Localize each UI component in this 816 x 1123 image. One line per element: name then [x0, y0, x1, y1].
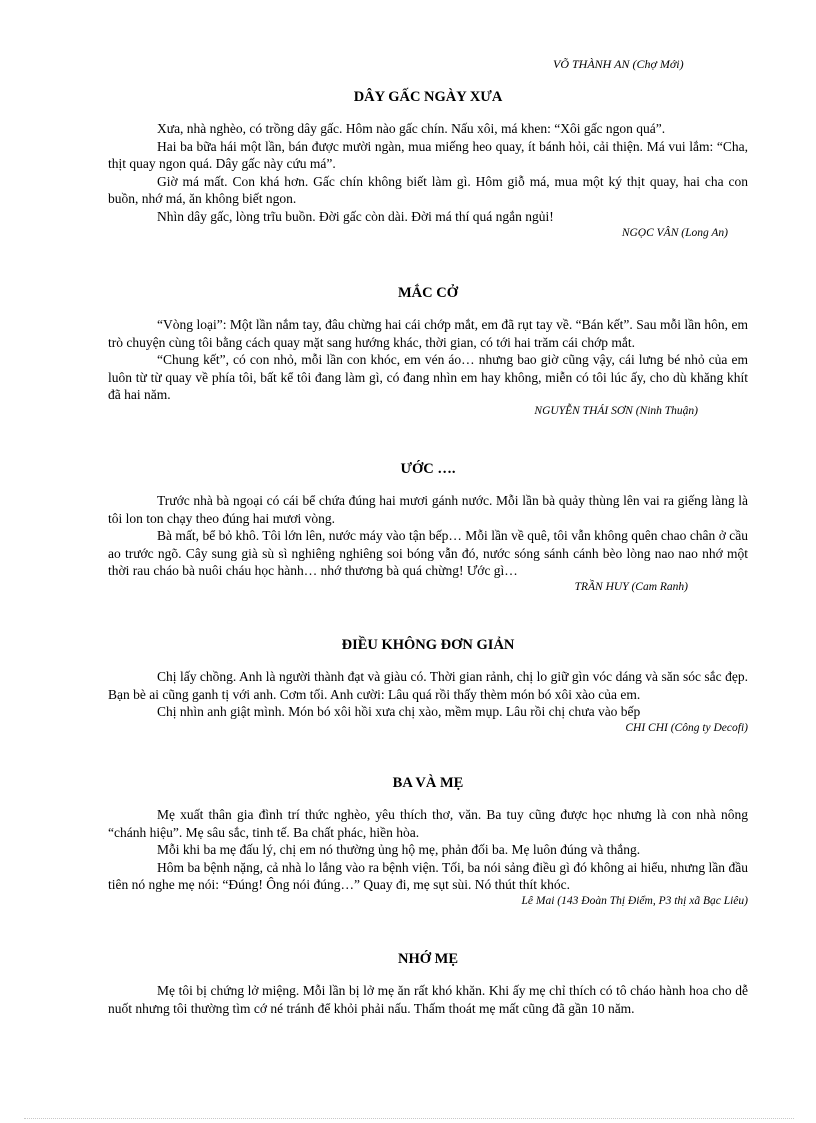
story-signature: TRẦN HUY (Cam Ranh)	[574, 580, 688, 593]
story-paragraph: “Chung kết”, có con nhỏ, mỗi lần con khóc, em vén áo… nhưng bao giờ cũng vậy, cái lưng bé nhỏ của em luôn từ từ quay về phía tôi, bất kể tôi đang làm gì, có đang nhìn em hay không, miễn có tôi lúc ấy, cho dù khăng khít đã hai năm.	[108, 352, 748, 403]
story-paragraph: Mẹ tôi bị chứng lở miệng. Mỗi lần bị lở mẹ ăn rất khó khăn. Khi ấy mẹ chỉ thích có tô cháo hành hoa cho dễ nuốt nhưng tôi thường tìm cớ né tránh để khỏi phải nấu. Thấm thoát mẹ mất cũng đã gần 10 năm.	[108, 983, 748, 1016]
story-paragraph: Hai ba bữa hái một lần, bán được mười ngàn, mua miếng heo quay, ít bánh hỏi, cải thiện. Má vui lắm: “Cha, thịt quay ngon quá. Dây gấc này cứu má”.	[108, 138, 748, 172]
story-paragraph: Nhìn dây gấc, lòng trĩu buồn. Đời gấc còn dài. Đời má thí quá ngắn ngủi!	[157, 208, 554, 224]
story-paragraph: Chị lấy chồng. Anh là người thành đạt và giàu có. Thời gian rảnh, chị lo giữ gìn vóc dáng và săn sóc sắc đẹp. Bạn bè ai cũng ganh tị với anh. Cơm tối. Anh cười: Lâu quá rồi thấy thèm món bó xôi xào của em.	[108, 669, 748, 702]
story-paragraph: Xưa, nhà nghèo, có trồng dây gấc. Hôm nào gấc chín. Nấu xôi, má khen: “Xôi gấc ngon quá”.	[157, 121, 666, 136]
story-title: ƯỚC ….	[400, 461, 456, 477]
story-paragraph: Trước nhà bà ngoại có cái bể chứa đúng hai mươi gánh nước. Mỗi lần bà quảy thùng lên vai ra giếng làng là tôi lon ton chạy theo đúng hai mươi vòng.	[108, 493, 748, 526]
story-signature: Lê Mai (143 Đoàn Thị Điểm, P3 thị xã Bạc Liêu)	[521, 894, 748, 907]
page-bottom-divider	[24, 1118, 794, 1119]
story-title: ĐIỀU KHÔNG ĐƠN GIẢN	[341, 637, 515, 653]
story-dieu-khong-don-gian	[108, 635, 748, 736]
story-paragraph: Hôm ba bệnh nặng, cả nhà lo lắng vào ra bệnh viện. Tối, ba nói sảng điều gì đó không ai hiểu, nhưng lần đầu tiên nó nghe mẹ nói: “Đúng! Ông nói đúng…” Quay đi, mẹ sụt sùi. Nó thút thít khóc.	[108, 859, 748, 893]
story-uoc	[108, 459, 748, 595]
story-paragraph: Mẹ xuất thân gia đình trí thức nghèo, yêu thích thơ, văn. Ba tuy cũng được học nhưng là con nhà nông “chánh hiệu”. Mẹ sâu sắc, tinh tế. Ba chất phác, hiền hòa.	[108, 807, 748, 840]
story-title: MẮC CỞ	[397, 285, 458, 301]
story-signature: NGỌC VÂN (Long An)	[621, 226, 728, 239]
story-paragraph: “Vòng loại”: Một lần nắm tay, đâu chừng hai cái chớp mắt, em đã rụt tay về. “Bán kết”. Sau mỗi lần hôn, em trò chuyện cùng tôi bằng cách quay mặt sang hướng khác, thời gian, có tới hai trăm cái chớp mắt.	[108, 317, 748, 350]
story-nho-me	[108, 949, 748, 1017]
story-title: DÂY GẤC NGÀY XƯA	[353, 89, 503, 105]
story-paragraph: Chị nhìn anh giật mình. Món bó xôi hồi xưa chị xào, mềm mụp. Lâu rồi chị chưa vào bếp	[157, 704, 641, 720]
story-paragraph: Giờ má mất. Con khá hơn. Gấc chín không biết làm gì. Hôm giỗ má, mua một ký thịt quay, hai cha con buồn, nhớ má, ăn không biết ngon.	[108, 173, 748, 207]
story-paragraph: Mỗi khi ba mẹ đấu lý, chị em nó thường ủng hộ mẹ, phản đối ba. Mẹ luôn đúng và thắng.	[157, 842, 641, 858]
story-title: BA VÀ MẸ	[392, 775, 464, 791]
story-signature: CHI CHI (Công ty Decofi)	[625, 721, 748, 734]
story-day-gac	[108, 87, 748, 241]
story-mac-co	[108, 283, 748, 419]
header-author: VÕ THÀNH AN (Chợ Mới)	[553, 57, 684, 71]
story-ba-va-me	[108, 773, 748, 909]
story-paragraph: Bà mất, bể bỏ khô. Tôi lớn lên, nước máy vào tận bếp… Mỗi lần về quê, tôi vẫn không quên chao chân ở cầu ao trước ngõ. Cây sung già sù sì nghiêng nghiêng soi bóng vẫn đó, nước sóng sánh cánh bèo lòng nao nao nhớ một thời rau cháo bà nuôi cháu học hành… nhớ thương bà quá chừng! Ước gì…	[108, 528, 748, 579]
story-signature: NGUYỄN THÁI SƠN (Ninh Thuận)	[534, 404, 698, 417]
story-title: NHỚ MẸ	[397, 951, 458, 967]
